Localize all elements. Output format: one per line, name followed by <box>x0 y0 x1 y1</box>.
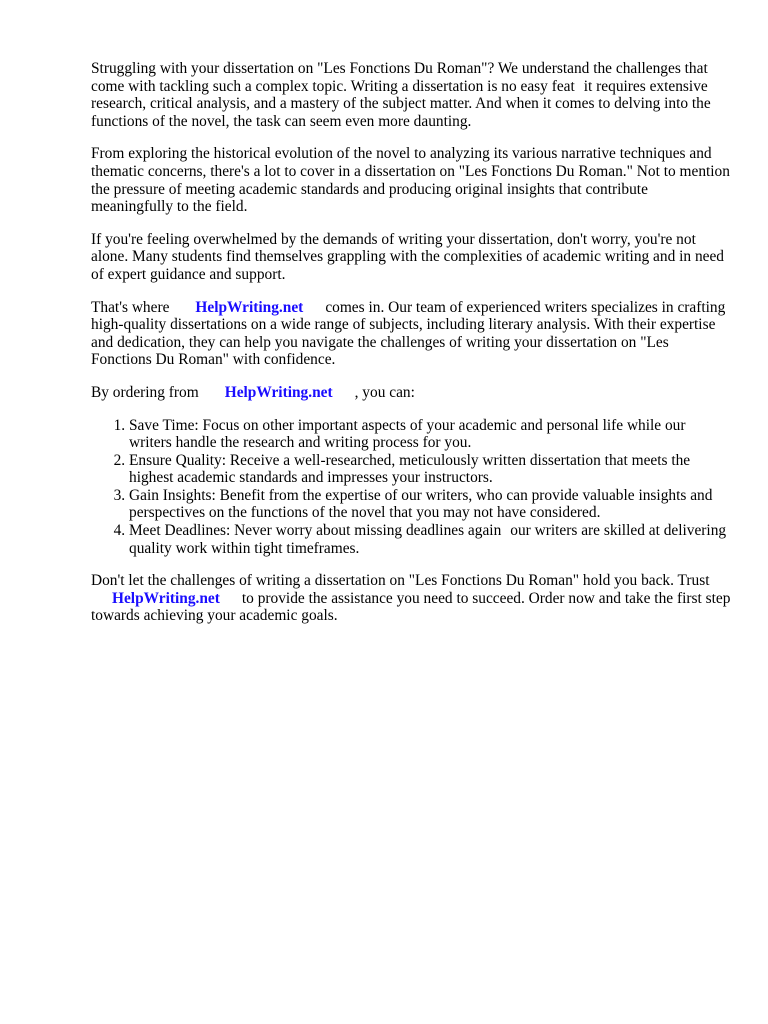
helpwriting-link-2[interactable]: HelpWriting.net <box>224 383 333 401</box>
closing-text-post: to provide the assistance you need to succeed. Order now and take the first step towards achieving your academic goals. <box>91 589 731 625</box>
closing-text-pre: Don't let the challenges of writing a dissertation on "Les Fonctions Du Roman" hold you back. Trust <box>91 572 710 590</box>
list-item: 2. Ensure Quality: Receive a well-researched, meticulously written dissertation that meets the highest academic standards and impresses your instructors. <box>129 452 731 487</box>
list-item: 4. Meet Deadlines: Never worry about missing deadlines again our writers are skilled at delivering quality work within tight timeframes. <box>129 522 731 557</box>
helpwriting-link-3[interactable]: HelpWriting.net <box>112 589 220 607</box>
service-text-pre: That's where <box>91 298 170 316</box>
ordering-paragraph <box>91 384 731 402</box>
intro-paragraph <box>91 60 731 130</box>
document-page <box>91 60 731 640</box>
ordering-text-post: , you can: <box>354 383 415 401</box>
list-item: 3. Gain Insights: Benefit from the expertise of our writers, who can provide valuable insights and perspectives on the functions of the novel that you may not have considered. <box>129 487 731 522</box>
scope-paragraph: From exploring the historical evolution of the novel to analyzing its various narrative techniques and thematic concerns, there's a lot to cover in a dissertation on "Les Fonctions Du Roman." Not to mention the pressure of meeting academic standards and producing original insights that contribute meaningfully to the field. <box>91 145 730 216</box>
reassurance-paragraph: If you're feeling overwhelmed by the demands of writing your dissertation, don't worry, you're not alone. Many students find themselves grappling with the complexities of academic writing and in need of expert guidance and support. <box>91 230 724 283</box>
intro-text-b: it requires extensive research, critical analysis, and a mastery of the subject matter. And when it comes to delving into the functions of the novel, the task can seem even more daunting. <box>91 77 711 130</box>
intro-text-a: Struggling with your dissertation on "Les Fonctions Du Roman"? We understand the challenges that come with tackling such a complex topic. Writing a dissertation is no easy feat <box>91 60 708 95</box>
service-text-post: comes in. Our team of experienced writers specializes in crafting high-quality dissertations on a wide range of subjects, including literary analysis. With their expertise and dedication, they can help you navigate the challenges of writing your dissertation on "Les Fonctions Du Roman" with confidence. <box>91 298 726 369</box>
list-item: 1. Save Time: Focus on other important aspects of your academic and personal life while our writers handle the research and writing process for you. <box>129 417 731 452</box>
service-paragraph <box>91 299 731 369</box>
helpwriting-link-1[interactable]: HelpWriting.net <box>195 298 304 316</box>
benefits-list <box>91 417 731 558</box>
closing-paragraph <box>91 572 731 625</box>
ordering-text-pre: By ordering from <box>91 383 199 401</box>
